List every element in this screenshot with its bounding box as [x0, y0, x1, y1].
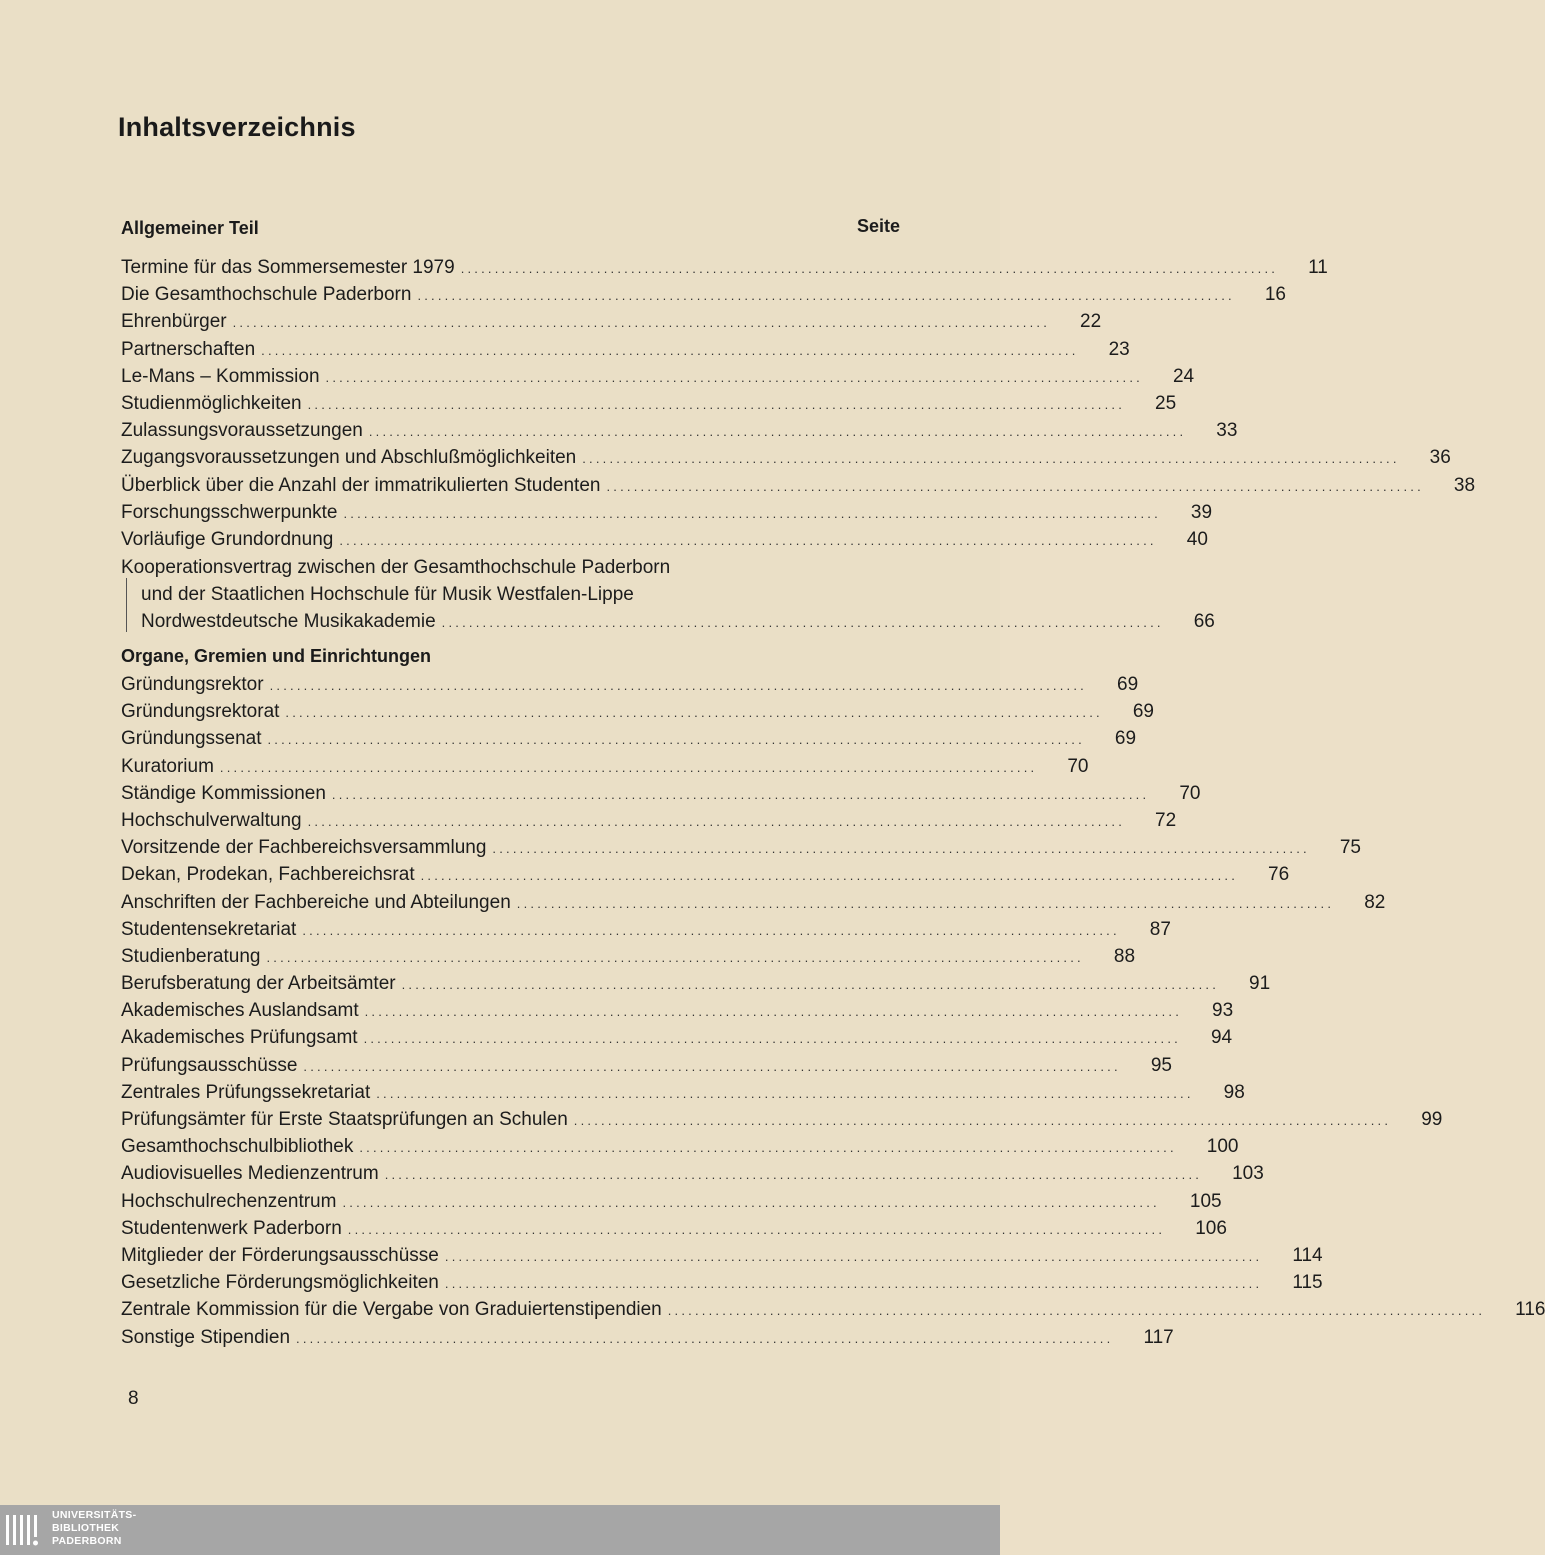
dot-leader: ........................................................................................................................ — [261, 342, 1079, 358]
toc-entry — [121, 281, 1286, 308]
dot-leader: ........................................................................................................................ — [343, 505, 1161, 521]
toc-entry-label: Studienberatung — [121, 945, 261, 967]
dot-leader: ........................................................................................................................ — [582, 451, 1400, 467]
section-heading-organe: Organe, Gremien und Einrichtungen — [121, 646, 432, 666]
toc-entry-label: Dekan, Prodekan, Fachbereichsrat — [121, 864, 415, 886]
toc-entry-page: 24 — [1172, 365, 1195, 387]
dot-leader: ........................................................................................................................ — [219, 759, 1038, 775]
dot-leader: ........................................................................................................................ — [331, 786, 1150, 802]
toc-entry-label: Kuratorium — [121, 755, 214, 777]
toc-entry — [121, 889, 1386, 916]
dot-leader: ........................................................................................................................ — [444, 1276, 1263, 1292]
toc-entry-page: 16 — [1264, 284, 1286, 306]
toc-entry — [121, 970, 1271, 997]
toc-entry-page: 40 — [1186, 528, 1208, 550]
toc-entry-label: Nordwestdeutsche Musikakademie — [141, 611, 436, 633]
toc-entry-page: 99 — [1421, 1109, 1443, 1130]
toc-entry-label: Partnerschaften — [121, 338, 256, 360]
toc-entry — [121, 499, 1213, 526]
coop-line-3-row — [121, 608, 1215, 635]
toc-entry — [121, 916, 1171, 943]
toc-entry — [121, 943, 1136, 970]
toc-entry-page: 87 — [1149, 918, 1171, 940]
toc-entry-page: 116 — [1515, 1299, 1545, 1321]
toc-organe — [121, 671, 1545, 1351]
dot-leader: ........................................................................................................................ — [267, 732, 1085, 748]
toc-entry-label: Zentrale Kommission für die Vergabe von Graduiertenstipendien — [121, 1299, 662, 1321]
toc-entry-label: Überblick über die Anzahl der immatrikulierten Studenten — [121, 474, 601, 496]
dot-leader: ........................................................................................................................ — [269, 678, 1087, 693]
toc-entry-label: Akademisches Prüfungsamt — [121, 1027, 358, 1049]
dot-leader: ........................................................................................................................ — [307, 396, 1126, 412]
toc-entry-label: Vorläufige Grundordnung — [121, 528, 334, 550]
coop-line-1: Kooperationsvertrag zwischen der Gesamthochschule Paderborn — [121, 557, 671, 578]
dot-leader: ........................................................................................................................ — [347, 1221, 1166, 1237]
dot-leader: ........................................................................................................................ — [460, 261, 1279, 276]
toc-entry-page: 75 — [1339, 837, 1361, 859]
dot-leader: ........................................................................................................................ — [307, 813, 1126, 829]
coop-divider — [126, 578, 127, 632]
toc-entry — [121, 671, 1139, 698]
seite-column-label: Seite — [856, 216, 900, 236]
dot-leader: ........................................................................................................................ — [303, 1058, 1121, 1074]
toc-entry-label: Vorsitzende der Fachbereichsversammlung — [121, 837, 487, 859]
toc-entry-label: Zulassungsvoraussetzungen — [121, 420, 363, 442]
library-name-line-3: PADERBORN — [52, 1535, 122, 1547]
toc-entry — [121, 254, 1328, 281]
toc-entry — [121, 336, 1130, 363]
dot-leader: ........................................................................................................................ — [359, 1140, 1177, 1156]
toc-entry — [121, 834, 1361, 861]
toc-entry — [121, 725, 1137, 752]
toc-entry — [121, 363, 1195, 390]
dot-leader: ........................................................................................................................ — [339, 532, 1157, 548]
toc-entry-page: 98 — [1223, 1081, 1245, 1103]
dot-leader: ........................................................................................................................ — [285, 705, 1103, 721]
dot-leader: ........................................................................................................................ — [516, 895, 1335, 911]
toc-entry — [121, 308, 1102, 335]
toc-entry-kooperationsvertrag — [121, 554, 1215, 636]
toc-entry-label: Audiovisuelles Medienzentrum — [121, 1163, 379, 1185]
dot-leader: ........................................................................................................................ — [444, 1248, 1263, 1264]
toc-entry — [121, 1242, 1323, 1269]
toc-entry-label: Gründungsrektor — [121, 674, 264, 695]
toc-entry — [121, 444, 1451, 471]
toc-entry-page: 11 — [1308, 257, 1328, 278]
dot-leader: ........................................................................................................................ — [384, 1167, 1203, 1183]
toc-entry-label: Prüfungsämter für Erste Staatsprüfungen an Schulen — [121, 1109, 568, 1130]
toc-entry-page: 117 — [1143, 1326, 1174, 1348]
toc-entry — [121, 390, 1177, 417]
section-heading-allgemein: Allgemeiner Teil — [121, 218, 259, 238]
toc-entry — [121, 417, 1238, 444]
toc-entry-label: Studienmöglichkeiten — [121, 392, 302, 414]
library-footer — [0, 1505, 1000, 1555]
toc-entry-page: 22 — [1080, 311, 1102, 333]
toc-entry-page: 36 — [1429, 447, 1451, 469]
toc-entry — [121, 1024, 1233, 1051]
toc-entry-page: 70 — [1179, 782, 1201, 804]
dot-leader: ........................................................................................................................ — [573, 1113, 1392, 1128]
dot-leader: ........................................................................................................................ — [667, 1303, 1486, 1319]
page-number: 8 — [128, 1388, 139, 1409]
toc-entry — [121, 1160, 1264, 1187]
dot-leader: ........................................................................................................................ — [417, 288, 1235, 304]
toc-entry-label: Gesetzliche Förderungsmöglichkeiten — [121, 1272, 439, 1294]
dot-leader: ........................................................................................................................ — [266, 949, 1084, 965]
dot-leader: ........................................................................................................................ — [296, 1330, 1114, 1346]
toc-entry-page: 91 — [1249, 973, 1271, 995]
toc-entry-label: Gründungssenat — [121, 728, 262, 750]
toc-entry-label: Studentensekretariat — [121, 918, 297, 940]
toc-entry — [121, 1079, 1245, 1106]
toc-entry — [121, 472, 1476, 499]
toc-entry-page: 72 — [1155, 809, 1177, 831]
toc-entry-page: 70 — [1067, 755, 1089, 777]
toc-entry — [121, 1269, 1323, 1296]
toc-entry-label: Forschungsschwerpunkte — [121, 501, 338, 523]
toc-entry-page: 106 — [1195, 1217, 1227, 1239]
dot-leader: ........................................................................................................................ — [342, 1194, 1160, 1210]
library-logo-icon — [4, 1509, 44, 1551]
toc-entry — [121, 997, 1234, 1024]
dot-leader: ........................................................................................................................ — [401, 977, 1220, 993]
toc-entry-page: 23 — [1108, 338, 1130, 360]
toc-entry-label: Zugangsvoraussetzungen und Abschlußmöglichkeiten — [121, 447, 577, 469]
toc-entry-label: Le-Mans – Kommission — [121, 365, 320, 387]
toc-entry — [121, 1106, 1443, 1133]
toc-entry — [121, 753, 1089, 780]
toc-entry-page: 66 — [1193, 611, 1215, 633]
toc-entry — [121, 807, 1177, 834]
toc-entry-page: 69 — [1132, 701, 1154, 723]
toc-entry-page: 95 — [1150, 1054, 1172, 1076]
dot-leader: ........................................................................................................................ — [363, 1031, 1181, 1047]
toc-entry-page: 69 — [1114, 728, 1137, 750]
dot-leader: ........................................................................................................................ — [606, 478, 1424, 494]
toc-entry — [121, 1133, 1239, 1160]
dot-leader: ........................................................................................................................ — [325, 369, 1143, 385]
toc-entry-label: Anschriften der Fachbereiche und Abteilungen — [121, 891, 511, 913]
toc-entry-label: Studentenwerk Paderborn — [121, 1217, 342, 1239]
toc-entry-label: Prüfungsausschüsse — [121, 1054, 298, 1076]
toc-entry-page: 115 — [1292, 1272, 1323, 1294]
toc-entry-page: 25 — [1155, 392, 1177, 414]
toc-entry-page: 100 — [1206, 1136, 1239, 1158]
library-name-line-2: BIBLIOTHEK — [52, 1522, 120, 1534]
toc-entry — [121, 861, 1290, 888]
toc-entry-page: 76 — [1268, 864, 1290, 886]
toc-entry-label: Akademisches Auslandsamt — [121, 1000, 359, 1022]
toc-entry — [121, 1296, 1545, 1323]
toc-entry-label: Hochschulrechenzentrum — [121, 1190, 337, 1212]
toc-entry — [121, 698, 1154, 725]
toc-entry-page: 103 — [1232, 1163, 1264, 1185]
dot-leader: ........................................................................................................................ — [232, 315, 1051, 331]
toc-allgemein — [121, 254, 1476, 553]
library-name — [52, 1509, 136, 1548]
dot-leader: .......................................................................................................... — [441, 615, 1164, 631]
toc-entry-label: Hochschulverwaltung — [121, 809, 302, 831]
toc-entry — [121, 1215, 1227, 1242]
page-title: Inhaltsverzeichnis — [118, 112, 356, 142]
toc-entry-page: 93 — [1212, 1000, 1234, 1022]
toc-entry-page: 82 — [1364, 891, 1386, 913]
toc-entry-page: 38 — [1453, 474, 1476, 496]
toc-entry-label: Die Gesamthochschule Paderborn — [121, 284, 412, 306]
toc-entry-page: 114 — [1292, 1244, 1323, 1266]
toc-entry — [121, 1324, 1174, 1351]
toc-entry-page: 88 — [1113, 945, 1136, 967]
toc-entry-page: 105 — [1189, 1190, 1222, 1212]
dot-leader: ........................................................................................................................ — [376, 1085, 1194, 1101]
toc-entry-page: 69 — [1117, 674, 1139, 695]
toc-entry — [121, 780, 1201, 807]
toc-entry — [121, 526, 1208, 553]
toc-entry-label: Gründungsrektorat — [121, 701, 280, 723]
toc-entry-page: 39 — [1190, 501, 1213, 523]
toc-entry-label: Gesamthochschulbibliothek — [121, 1136, 354, 1158]
dot-leader: ........................................................................................................................ — [420, 868, 1239, 884]
library-name-line-1: UNIVERSITÄTS- — [52, 1509, 137, 1521]
dot-leader: ........................................................................................................................ — [364, 1004, 1183, 1020]
toc-entry-label: Berufsberatung der Arbeitsämter — [121, 973, 396, 995]
toc-entry — [121, 1052, 1172, 1079]
toc-entry-page: 33 — [1216, 420, 1238, 442]
toc-entry-label: Zentrales Prüfungssekretariat — [121, 1081, 371, 1103]
toc-entry-label: Termine für das Sommersemester 1979 — [121, 257, 455, 278]
coop-line-2: und der Staatlichen Hochschule für Musik Westfalen-Lippe — [141, 584, 634, 606]
dot-leader: ........................................................................................................................ — [302, 922, 1120, 938]
toc-entry-label: Sonstige Stipendien — [121, 1326, 291, 1348]
toc-entry-label: Ehrenbürger — [121, 311, 227, 333]
toc-entry-label: Ständige Kommissionen — [121, 782, 326, 804]
dot-leader: ........................................................................................................................ — [368, 424, 1187, 440]
dot-leader: ........................................................................................................................ — [492, 841, 1310, 857]
toc-entry-page: 94 — [1210, 1027, 1233, 1049]
toc-entry — [121, 1188, 1222, 1215]
toc-entry-label: Mitglieder der Förderungsausschüsse — [121, 1244, 439, 1266]
